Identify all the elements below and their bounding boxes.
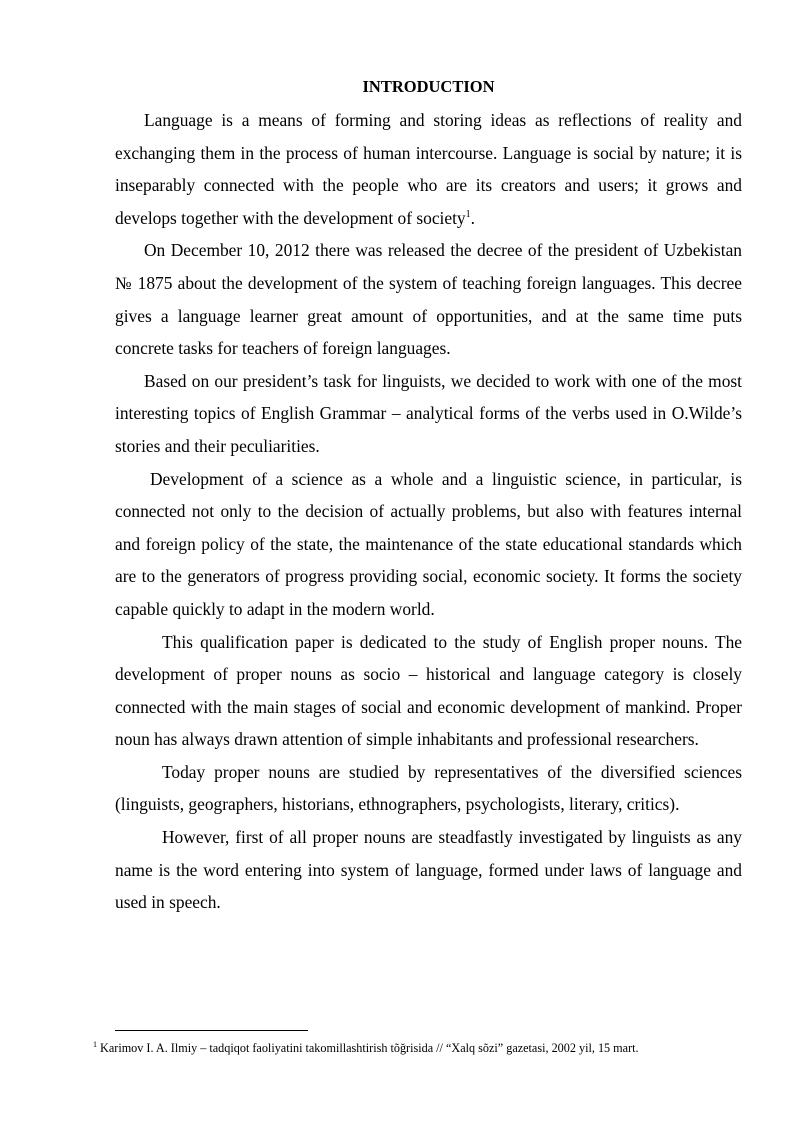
paragraph-4: Development of a science as a whole and a linguistic science, in particular, is connected not only to the decision of actually problems, but also with features internal and foreign policy of the state, the maintenance of the state educational standards which are to the generators of progress providing social, economic society. It forms the society capable quickly to adapt in the modern world. <box>115 468 742 619</box>
footnote-reference: 1 <box>465 208 471 220</box>
paragraph-7: However, first of all proper nouns are steadfastly investigated by linguists as any name is the word entering into system of language, formed under laws of language and used in speech. <box>115 827 742 913</box>
paragraph-1-end: . <box>470 207 475 228</box>
paragraph-2: On December 10, 2012 there was released the decree of the president of Uzbekistan № 1875 about the development of the system of teaching foreign languages. This decree gives a language learner great amount of opportunities, and at the same time puts concrete tasks for teachers of foreign languages. <box>115 240 742 359</box>
footnote <box>93 1040 783 1056</box>
paragraph-5: This qualification paper is dedicated to the study of English proper nouns. The development of proper nouns as socio – historical and language category is closely connected with the main stages of social and economic development of mankind. Proper noun has always drawn attention of simple inhabitants and professional researchers. <box>115 631 742 750</box>
footnote-mark: 1 <box>93 1039 97 1049</box>
paragraph-1 <box>115 104 742 234</box>
page-title: INTRODUCTION <box>362 77 495 96</box>
footnote-divider <box>115 1030 308 1031</box>
document-page <box>115 74 742 919</box>
footnote-text: Karimov I. A. Ilmiy – tadqiqot faoliyatini takomillashtirish tõğrisida // “Xalq sõzi” gazetasi, 2002 yil, 15 mart. <box>100 1041 639 1055</box>
paragraph-6: Today proper nouns are studied by representatives of the diversified sciences (linguists, geographers, historians, ethnographers, psychologists, literary, critics). <box>115 761 742 815</box>
paragraph-1-text: Language is a means of forming and storing ideas as reflections of reality and exchanging them in the process of human intercourse. Language is social by nature; it is inseparably connected with the people who are its creators and users; it grows and develops together with the development of society <box>115 110 742 228</box>
paragraph-3: Based on our president’s task for linguists, we decided to work with one of the most interesting topics of English Grammar – analytical forms of the verbs used in O.Wilde’s stories and their peculiarities. <box>115 370 742 456</box>
